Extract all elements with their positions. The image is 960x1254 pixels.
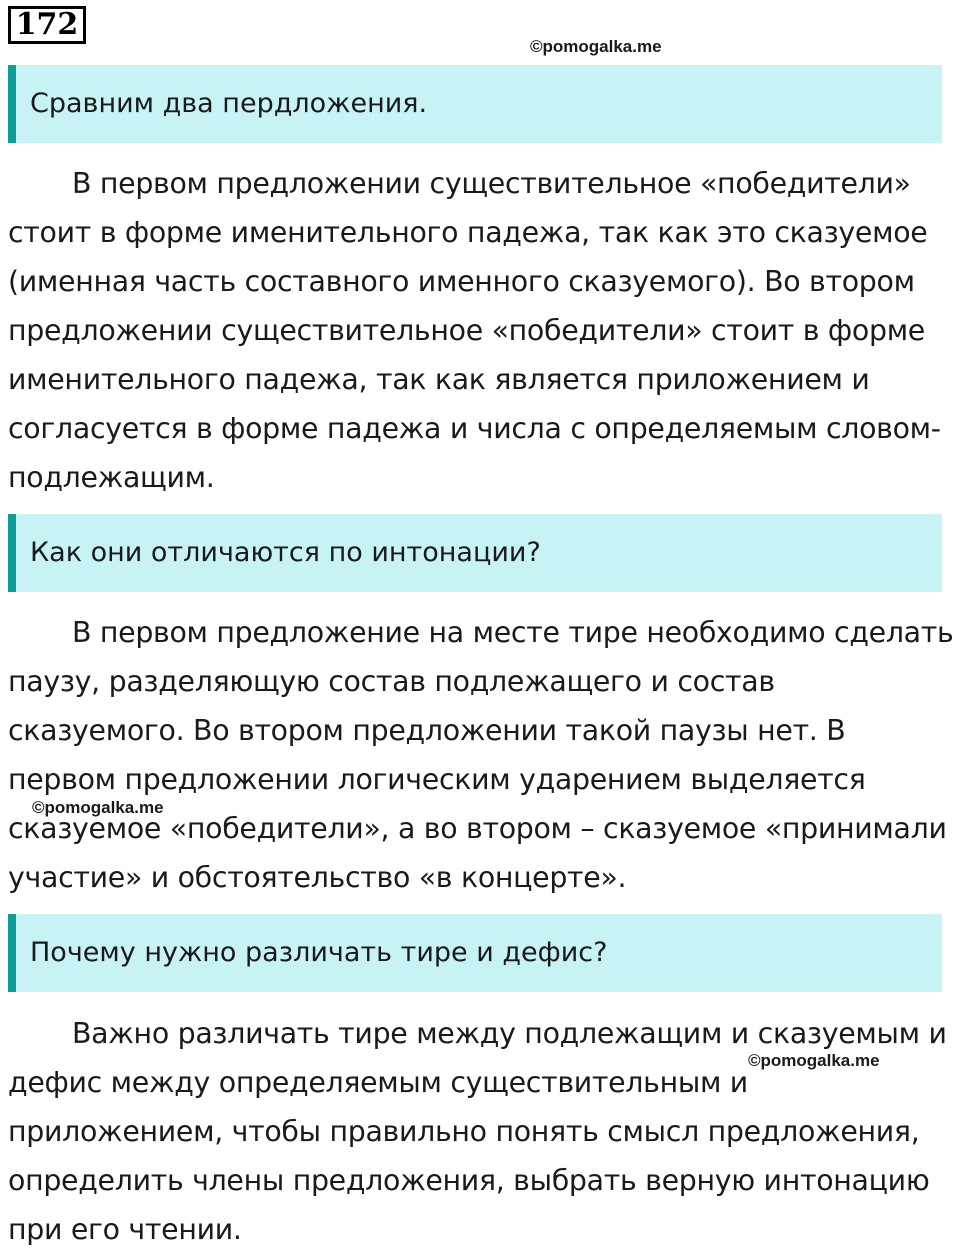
- question-3: Почему нужно различать тире и дефис?: [8, 914, 942, 992]
- watermark: ©pomogalka.me: [530, 37, 662, 56]
- question-1: Сравним два пердложения.: [8, 65, 942, 143]
- task-number: 172: [8, 6, 86, 44]
- answer-2: В первом предложение на месте тире необходимо сделать паузу, разделяющую состав подлежащего и состав сказуемого. Во втором предложении такой паузы нет. В первом предложении логическим ударением выделяется сказуемое «победители», а во втором – сказуемое «принимали участие» и обстоятельство «в концерте».: [8, 616, 954, 894]
- watermark: ©pomogalka.me: [748, 1051, 880, 1070]
- answer-1: В первом предложении существительное «победители» стоит в форме именительного падежа, так как это сказуемое (именная часть составного именного сказуемого). Во втором предложении существительное «победители» стоит в форме именительного падежа, так как является приложением и согласуется в форме падежа и числа с определяемым словом-подлежащим.: [8, 167, 941, 494]
- answer-3: Важно различать тире между подлежащим и сказуемым и дефис между определяемым существительным и приложением, чтобы правильно понять смысл предложения, определить члены предложения, выбрать верную интонацию при его чтении.: [8, 1017, 947, 1246]
- question-2: Как они отличаются по интонации?: [8, 514, 942, 592]
- watermark: ©pomogalka.me: [32, 798, 164, 817]
